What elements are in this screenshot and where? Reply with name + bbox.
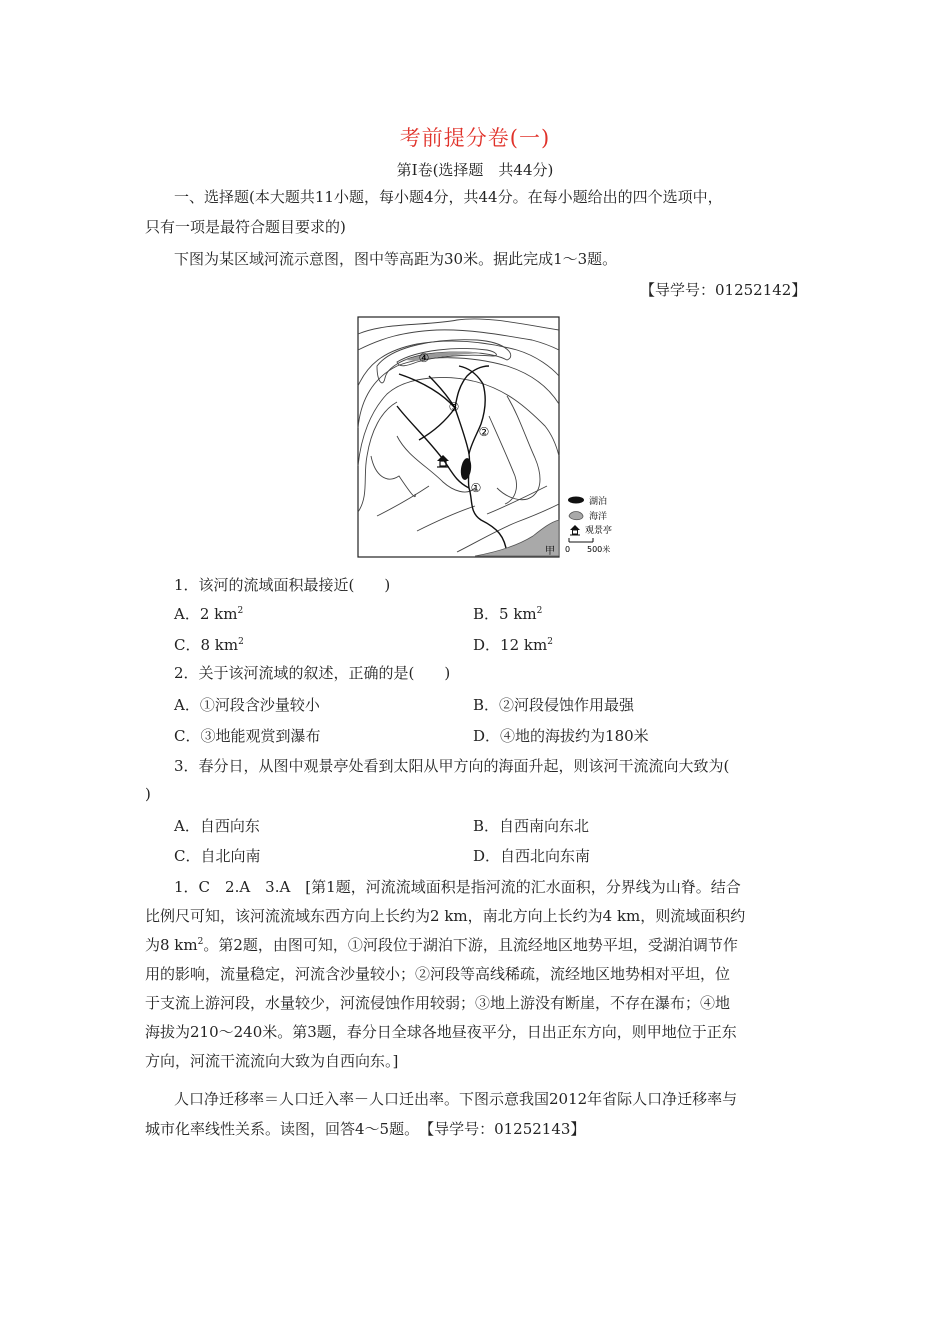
map-legend xyxy=(565,495,612,554)
q2-stem: 2．关于该河流域的叙述，正确的是( ) xyxy=(174,664,451,682)
answer-line6: 海拔为210～240米。第3题，春分日全球各地昼夜平分，日出正东方向，则甲地位于正东 xyxy=(145,1023,737,1041)
q1-option-c: C．8 $km^2$ xyxy=(174,636,244,654)
q3-option-c: C．自北向南 xyxy=(174,847,261,865)
section-intro-line1: 一、选择题(本大题共11小题，每小题4分，共44分。在每小题给出的四个选项中， xyxy=(174,188,723,206)
answer-line1: 1．C 2.A 3.A [第1题，河流流域面积是指河流的汇水面积，分界线为山脊。结合 xyxy=(174,878,741,896)
legend-lake-swatch xyxy=(568,497,584,504)
q2-option-d: D．④地的海拔约为180米 xyxy=(473,727,649,745)
q1-option-d: D．12 $km^2$ xyxy=(473,636,553,654)
label-jia: 甲 xyxy=(545,546,555,557)
legend-pavilion-icon xyxy=(570,525,580,535)
legend-pavilion-label: 观景亭 xyxy=(585,526,613,536)
scale-end: 500米 xyxy=(587,545,611,554)
q3-option-a: A．自西向东 xyxy=(174,817,260,835)
answer-line4: 用的影响，流量稳定，河流含沙量较小；②河段等高线稀疏，流经地区地势相对平坦，位 xyxy=(145,965,731,983)
q2-option-a: A．①河段含沙量较小 xyxy=(174,696,320,714)
answer-line5: 于支流上游河段，水量较少，河流侵蚀作用较弱；③地上游没有断崖，不存在瀑布；④地 xyxy=(145,994,731,1012)
group2-intro-line1: 人口净迁移率＝人口迁入率－人口迁出率。下图示意我国2012年省际人口净迁移率与 xyxy=(174,1090,738,1108)
q3-option-d: D．自西北向东南 xyxy=(473,847,591,865)
section-intro-line2: 只有一项是最符合题目要求的) xyxy=(145,218,346,236)
group1-intro: 下图为某区域河流示意图，图中等高距为30米。据此完成1～3题。 xyxy=(174,250,618,268)
section-subtitle: 第Ⅰ卷(选择题 共44分) xyxy=(396,161,554,179)
label-4: ④ xyxy=(418,351,430,365)
group2-intro-line2: 城市化率线性关系。读图，回答4～5题。 【导学号：01252143】 xyxy=(145,1120,586,1138)
legend-sea-swatch xyxy=(569,512,583,520)
answer-line7: 方向，河流干流流向大致为自西向东。] xyxy=(145,1052,399,1070)
answer-line3: 为8 $km^2$。第2题，由图可知，①河段位于湖泊下游，且流经地区地势平坦，受湖泊调节作 xyxy=(145,936,738,954)
legend-sea-label: 海洋 xyxy=(589,512,608,522)
q3-stem-line1: 3．春分日，从图中观景亭处看到太阳从甲方向的海面升起，则该河干流流向大致为( xyxy=(174,757,730,775)
answer-line2: 比例尺可知，该河流流域东西方向上长约为2 km，南北方向上长约为4 km，则流域面积约 xyxy=(145,907,746,925)
q1-option-a: A．2 $km^2$ xyxy=(174,605,244,623)
q1-option-b: B．5 $km^2$ xyxy=(473,605,543,623)
scale-zero: 0 xyxy=(565,545,571,554)
group1-guide-number: 【导学号：01252142】 xyxy=(640,281,807,299)
river-map-figure xyxy=(357,316,619,560)
q1-stem: 1．该河的流域面积最接近( ) xyxy=(174,576,391,594)
q2-option-b: B．②河段侵蚀作用最强 xyxy=(473,696,635,714)
legend-lake-label: 湖泊 xyxy=(589,497,608,507)
page-title: 考前提分卷(一) xyxy=(399,126,551,150)
q3-stem-line2: ) xyxy=(145,785,151,803)
label-1: ① xyxy=(470,481,482,495)
label-2: ② xyxy=(478,425,490,439)
label-3: ③ xyxy=(448,400,460,414)
q3-option-b: B．自西南向东北 xyxy=(473,817,590,835)
q2-option-c: C．③地能观赏到瀑布 xyxy=(174,727,321,745)
